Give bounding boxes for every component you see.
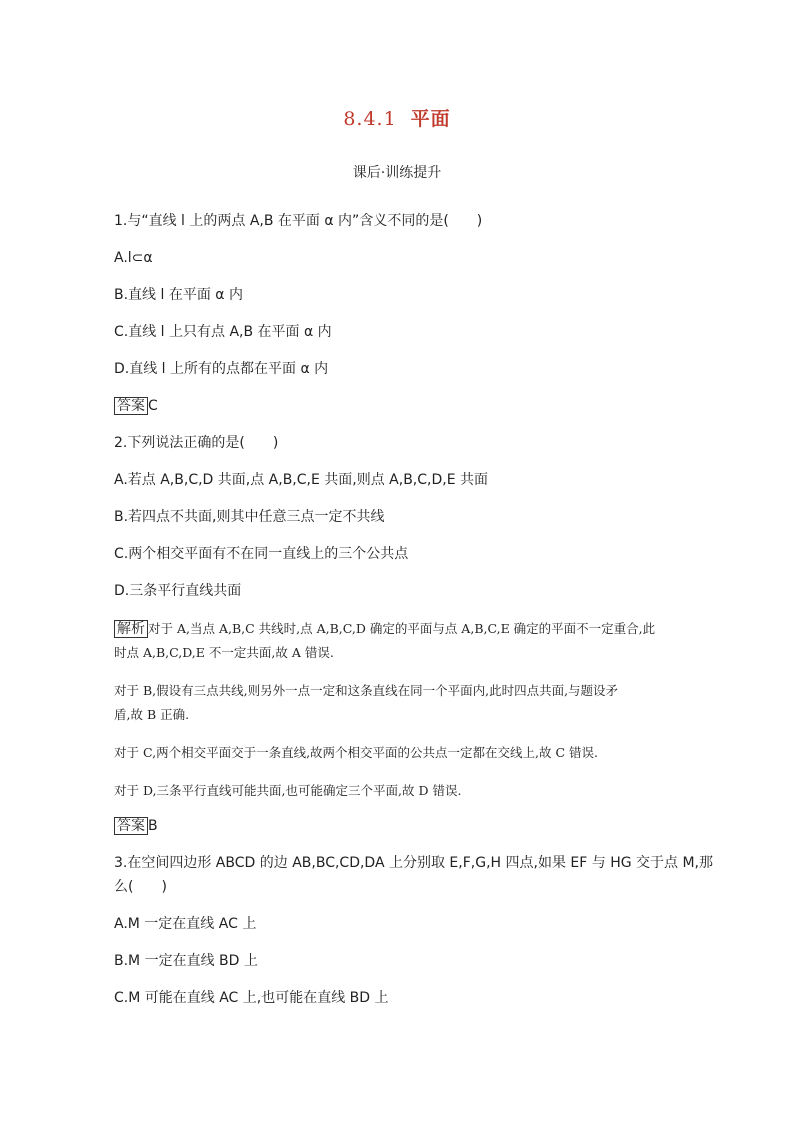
section-title: 平面 xyxy=(410,108,451,130)
analysis-line-4: 盾,故 B 正确. xyxy=(114,707,190,722)
question-3-stem-line-2: 么( ) xyxy=(114,879,167,895)
question-1-option-c: C.直线 l 上只有点 A,B 在平面 α 内 xyxy=(114,324,332,340)
question-3-option-c: C.M 可能在直线 AC 上,也可能在直线 BD 上 xyxy=(114,990,389,1006)
answer-value: C xyxy=(148,398,158,414)
question-2-option-a: A.若点 A,B,C,D 共面,点 A,B,C,E 共面,则点 A,B,C,D,E 共面 xyxy=(114,472,489,488)
analysis-text: 对于 A,当点 A,B,C 共线时,点 A,B,C,D 确定的平面与点 A,B,C,E 确定的平面不一定重合,此 xyxy=(148,621,656,636)
question-1-option-a: A.l⊂α xyxy=(114,250,153,266)
answer-tag: 答案 xyxy=(114,397,148,415)
question-2-option-c: C.两个相交平面有不在同一直线上的三个公共点 xyxy=(114,546,409,562)
analysis-line-2: 时点 A,B,C,D,E 不一定共面,故 A 错误. xyxy=(114,645,334,660)
section-number: 8.4.1 xyxy=(343,108,397,130)
answer-tag: 答案 xyxy=(114,817,148,835)
analysis-line-6: 对于 D,三条平行直线可能共面,也可能确定三个平面,故 D 错误. xyxy=(114,783,462,798)
question-1-answer xyxy=(114,397,158,415)
question-1-option-b: B.直线 l 在平面 α 内 xyxy=(114,287,243,303)
question-2-stem: 2.下列说法正确的是( ) xyxy=(114,435,279,451)
page-title xyxy=(0,104,794,131)
question-1-option-d: D.直线 l 上所有的点都在平面 α 内 xyxy=(114,361,329,377)
analysis-tag: 解析 xyxy=(114,620,148,638)
question-2-answer xyxy=(114,817,158,835)
page-subtitle: 课后·训练提升 xyxy=(352,165,442,181)
answer-value: B xyxy=(148,818,158,834)
question-3-stem-line-1: 3.在空间四边形 ABCD 的边 AB,BC,CD,DA 上分别取 E,F,G,H 四点,如果 EF 与 HG 交于点 M,那 xyxy=(114,855,714,871)
analysis-line-5: 对于 C,两个相交平面交于一条直线,故两个相交平面的公共点一定都在交线上,故 C 错误. xyxy=(114,745,598,760)
question-2-option-d: D.三条平行直线共面 xyxy=(114,583,242,599)
question-3-option-a: A.M 一定在直线 AC 上 xyxy=(114,916,257,932)
analysis-line-3: 对于 B,假设有三点共线,则另外一点一定和这条直线在同一个平面内,此时四点共面,与题设矛 xyxy=(114,683,619,698)
question-3-option-b: B.M 一定在直线 BD 上 xyxy=(114,953,258,969)
question-2-option-b: B.若四点不共面,则其中任意三点一定不共线 xyxy=(114,509,385,525)
question-1-stem: 1.与“直线 l 上的两点 A,B 在平面 α 内”含义不同的是( ) xyxy=(114,213,483,229)
analysis-line-1 xyxy=(114,616,684,642)
